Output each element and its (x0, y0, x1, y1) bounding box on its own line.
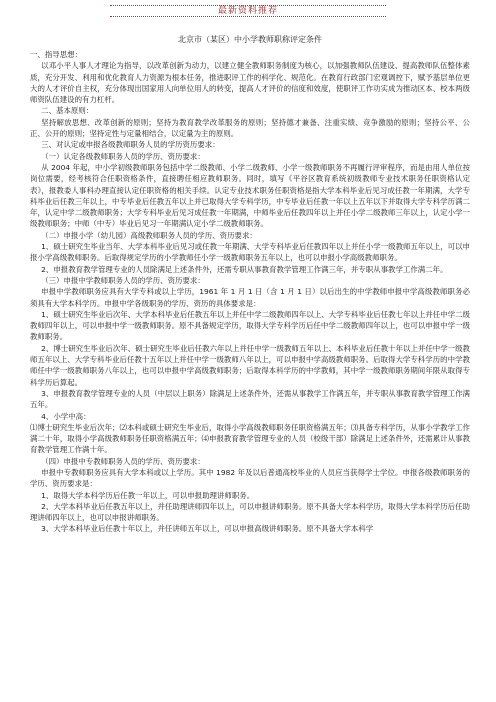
paragraph: 申报中学教师职务应具有大学专科或以上学历，1961 年 1 月 1 日（含 1 月 1 日）以后出生的中学教师申报中学高级教师职务必须具有大学本科学历。申报中学各级职务的学历、资历的具体要求是： (30, 287, 470, 308)
banner-text: 最新资料推荐 (217, 6, 278, 16)
paragraph: 2、大学本科毕业后任教五年以上，并任助理讲师四年以上，可以申报讲师职务。原不具备大学本科学历，取得大学本科学历后任助理讲师四年以上，也可以申报讲师职务。 (30, 501, 470, 523)
paragraph: 2、申报教育教学管理专业的人员除满足上述条件外，还需专职从事教育教学管理工作满三年，并专职从事教学工作满二年。 (41, 264, 448, 274)
paragraph: 以邓小平人事人才理论为指导，以改革创新为动力，以建立健全教师职务制度为核心，以加强教师队伍建设、提高教师队伍整体素质，充分开发、利用和优化教育人力资源为根本任务，推进职评工作的科学化、规范化。在教育行政部门宏观调控下，赋予基层单位更大的人才评价自主权，充分体现出国家用人向单位用人的转变，提高人才评价的信度和效度，使职评工作功实成为推动区本、校本两级师资队伍建设的有力杠杆。 (30, 61, 470, 105)
paragraph: 1、硕士研究生毕业当年、大学本科毕业后见习或任教一年期满、大学专科毕业后任教四年以上并任小学一级教师五年以上，可以申报小学高级教师职务。后取得规定学历的小学教师任小学一级教师职务五年以上，也可以申报小学高级教师职务。 (30, 242, 470, 263)
paragraph: 2、博士研究生毕业后次年、硕士研究生毕业后任教六年以上并任中学一级教师五年以上、本科毕业后任教十年以上并任中学一级教师五年以上、大学专科毕业后任教十五年以上并任中学一级教师八年以上，可以申报中学高级教师职务。后取得大学专科学历的中学教师任中学一级教师职务八年以上，也可以申报中学高级教师职务；后取得本科学历的中学教师，其中学一级教师职务期间年限从取得专科学历后算起。 (30, 343, 470, 387)
document-body (30, 34, 470, 535)
paragraph-list (30, 49, 470, 535)
paragraph: （一）认定各级教师职务人员的学历、资历要求： (41, 151, 205, 161)
paragraph: 坚持解放思想、改革创新的原则；坚持为教育教学改革服务的原则；坚持德才兼备、注重实绩、竞争激励的原则；坚持公平、公正、公开的原则；坚持定性与定量相结合，以定量为主的原则。 (30, 117, 470, 139)
banner-bottom-rule (110, 16, 386, 17)
paragraph: 从 2004 年起，中小学初级教师职务包括中学二级教师、小学二级教师、小学一级教师职务不再履行评审程序，而是由用人单位按岗位需要，经考核符合任职资格条件，直接聘任相应教师职务。同时，填写《平谷区教育系统初级教师专业技术职务任职资格认定表》，报教委人事科办理直接认定任职资格的相关手续。认定专业技术职务任职资格是指大学本科毕业后见习成任教一年期满，大学专科毕业后任教三年以上，中专毕业后任教五年以上并已取得大学专科学历，中专毕业后任教一年以上五年以下并取得大学专科学历满二年，认定中学二级教师职务；大学专科毕业后见习成任教一年期满，中师毕业后任教四年以上并任小学二级教师三年以上，认定小学一级教师职务；中师（中专）毕业后见习一年期满认定小学二级教师职务。 (30, 162, 470, 229)
paragraph: 1、硕士研究生毕业后次年、大学本科毕业后任教五年以上并任中学二级教师四年以上、大学专科毕业后任教七年以上并任中学二级教师四年以上，可以申报中学一级教师职务。原不具备规定学历，取得大学专科学历后任中学二级教师四年以上，也可以申报中学一级教师职务。 (30, 309, 470, 342)
paragraph: 一、指导思想： (30, 50, 83, 59)
paragraph: 申报中专教师职务应具有大学本科或以上学历。其中 1982 年及以后普通高校毕业的人员应当获得学士学位。申报各级教师职务的学历、资历要求是： (30, 467, 470, 489)
paragraph: 三、对认定或申报各级教师职务人员的学历资历要求： (41, 140, 220, 150)
paragraph: （二）申报小学（幼儿园）高级教师职务人员的学历、资历要求： (41, 230, 257, 240)
paragraph: 4、小学中高： (41, 411, 91, 421)
paragraph: 二、基本原则： (41, 106, 94, 116)
paragraph: 3、申报教育教学管理专业的人员（中层以上职务）除满足上述条件外，还需从事教学工作满五年，并专职从事教育教学管理工作满五年。 (30, 388, 470, 410)
document-title: 北京市（某区）中小学教师职称评定条件 (178, 35, 322, 44)
paragraph: （四）申报中专教师职务人员的学历、资历要求： (41, 456, 205, 466)
paragraph: （三）申报中学教师职务人员的学历、资历要求： (41, 275, 205, 285)
paragraph: 1、取得大学本科学历后任教一年以上，可以申报助理讲师职务。 (41, 490, 255, 500)
paragraph: ⑴博士研究生毕业后次年；⑵本科或硕士研究生毕业后，取得小学高级教师职务任职资格满五年；⑶具备专科学历，从事小学教学工作满二十年，取得小学高级教师职务任职资格满五年；⑷申报教育教学管理专业的人员（校级干部）除满足上述条件外，还需累计从事教育教学管理工作满十年。 (30, 422, 470, 455)
paragraph: 3、大学本科毕业后任教十年以上，并任讲师五年以上，可以申报高级讲师职务。原不具备大学本科学 (41, 524, 374, 534)
